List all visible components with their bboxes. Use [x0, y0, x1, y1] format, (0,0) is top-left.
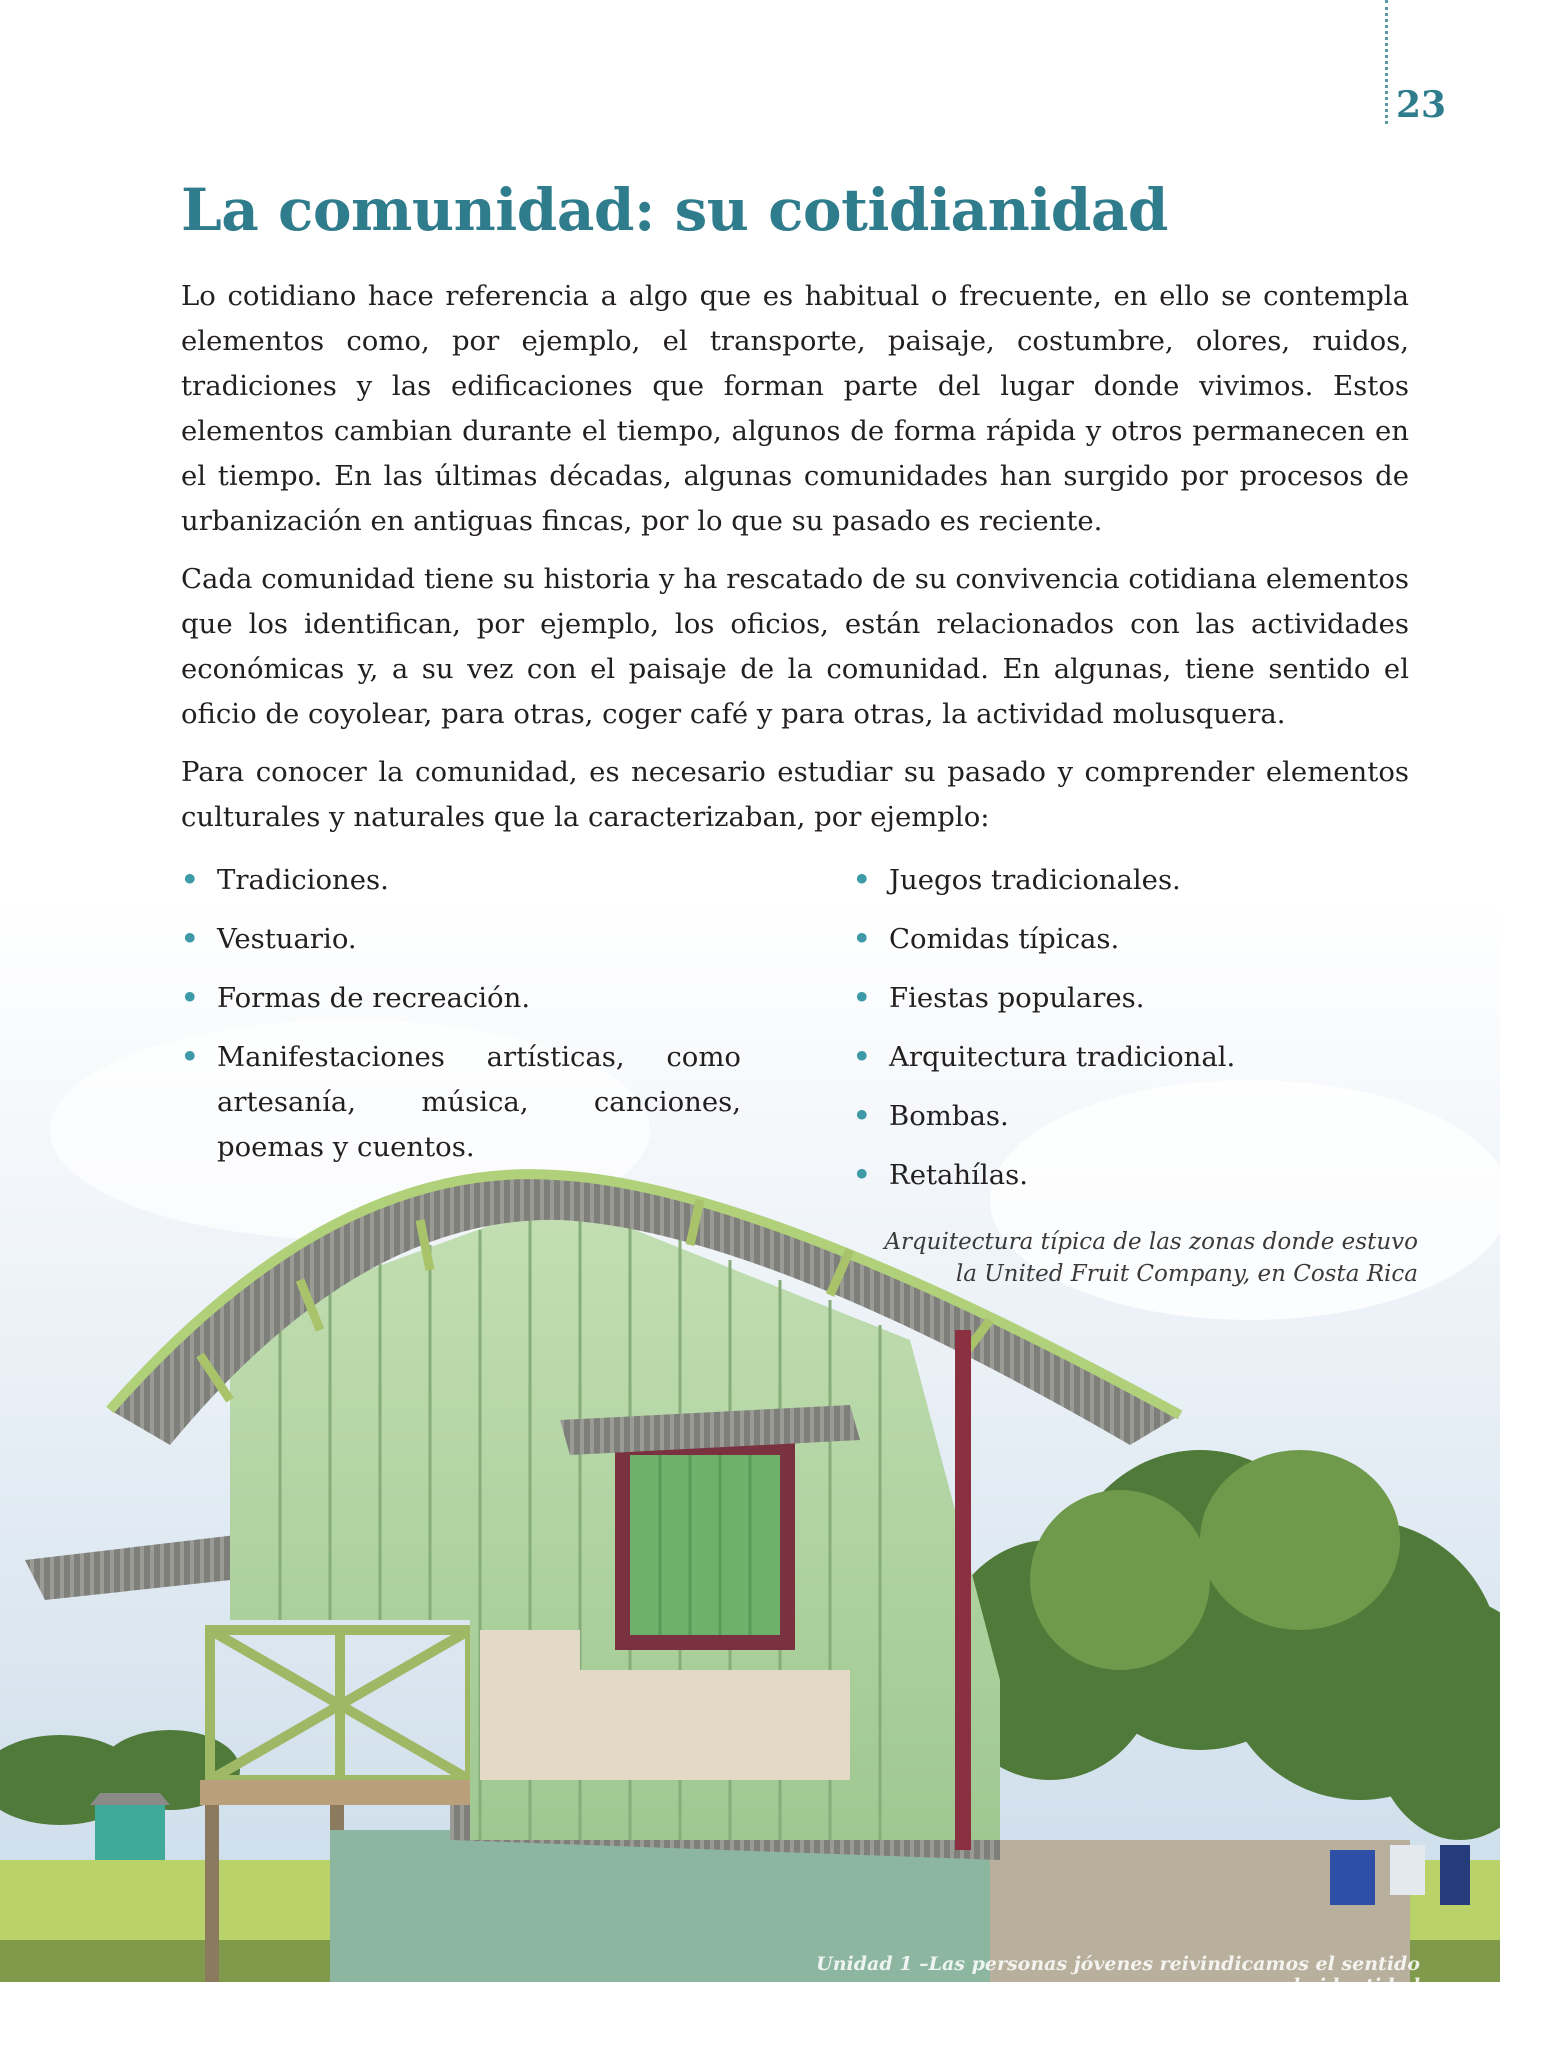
list-item: • Juegos tradicionales.: [853, 858, 1373, 903]
photo-caption: [884, 1226, 1418, 1290]
list-item: • Retahílas.: [853, 1153, 1373, 1198]
page-number-rule: [1385, 0, 1388, 124]
page-title: La comunidad: su cotidianidad: [181, 176, 1168, 244]
list-item: • Tradiciones.: [181, 858, 741, 903]
list-item: • Comidas típicas.: [853, 917, 1373, 962]
list-item: • Formas de recreación.: [181, 976, 741, 1021]
bullet-list-right: [853, 858, 1373, 1212]
paragraph-3: Para conocer la comunidad, es necesario estudiar su pasado y comprender elementos culturales y naturales que la caracterizaban, por ejemplo:: [181, 756, 1409, 833]
unit-footer: Unidad 1 –Las personas jóvenes reivindicamos el sentido de identidad: [816, 1953, 1420, 1997]
list-item: • Fiestas populares.: [853, 976, 1373, 1021]
paragraph-1: Lo cotidiano hace referencia a algo que es habitual o frecuente, en ello se contempla elementos como, por ejemplo, el transporte, paisaje, costumbre, olores, ruidos, tradiciones y las edificaciones que forman parte del lugar donde vivimos. Estos elementos cambian durante el tiempo, algunos de forma rápida y otros permanecen en el tiempo. En las últimas décadas, algunas comunidades han surgido por procesos de urbanización en antiguas fincas, por lo que su pasado es reciente.: [181, 280, 1409, 537]
list-item: • Vestuario.: [181, 917, 741, 962]
page-number: 23: [1396, 84, 1447, 126]
list-item: • Manifestaciones artísticas, como artesanía, música, canciones, poemas y cuentos.: [181, 1035, 741, 1170]
caption-line-2: la United Fruit Company, en Costa Rica: [955, 1261, 1418, 1287]
caption-line-1: Arquitectura típica de las zonas donde estuvo: [884, 1229, 1418, 1255]
bullet-list-left: [181, 858, 741, 1184]
list-item: • Bombas.: [853, 1094, 1373, 1139]
list-item: • Arquitectura tradicional.: [853, 1035, 1373, 1080]
paragraph-2: Cada comunidad tiene su historia y ha rescatado de su convivencia cotidiana elementos que los identifican, por ejemplo, los oficios, están relacionados con las actividades económicas y, a su vez con el paisaje de la comunidad. En algunas, tiene sentido el oficio de coyolear, para otras, coger café y para otras, la actividad molusquera.: [181, 563, 1409, 730]
